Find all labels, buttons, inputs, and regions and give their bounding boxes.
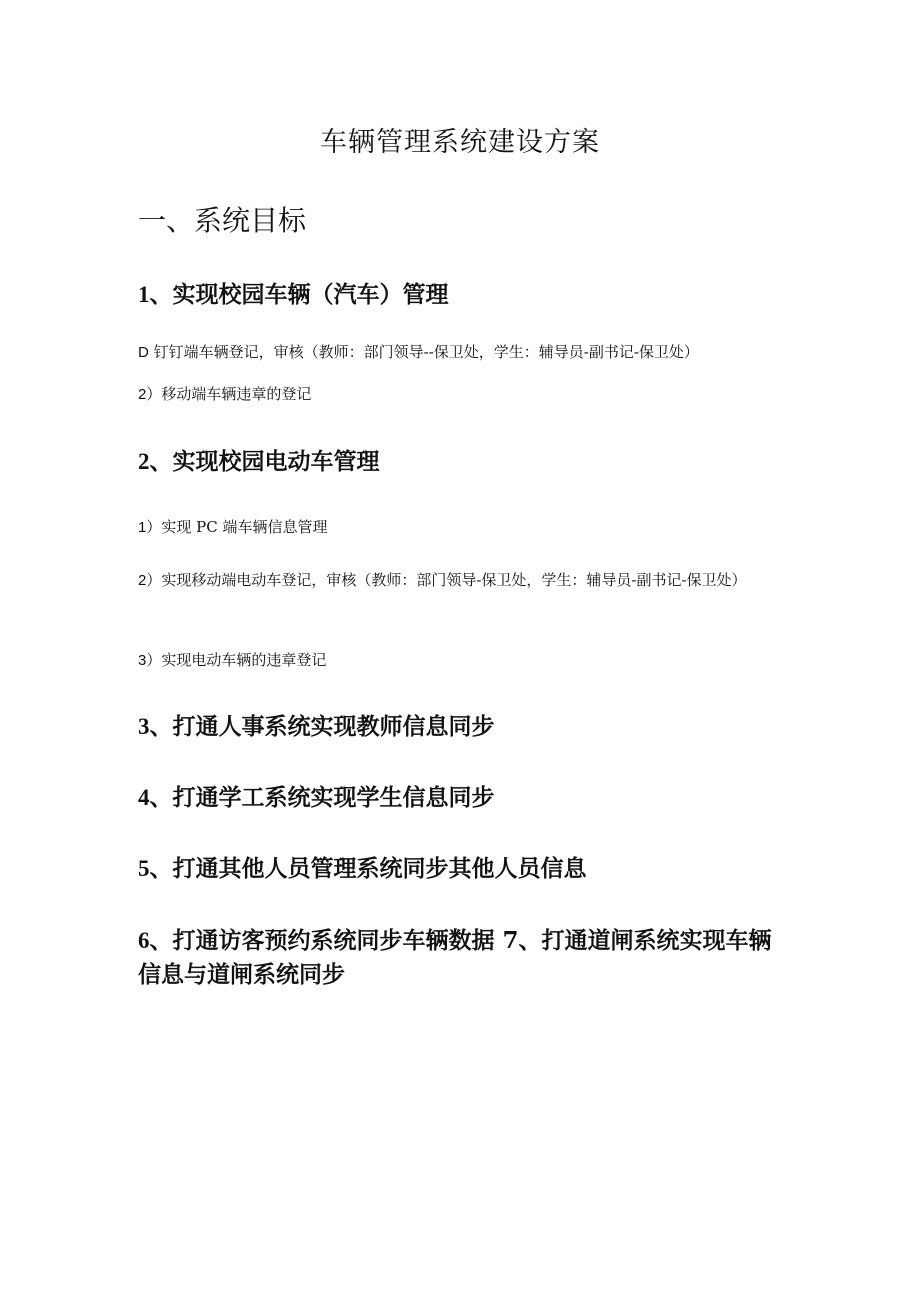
goal-heading-text: 、实现校园电动车管理 [149,448,380,475]
goal-heading-2 [138,445,798,479]
line-text: ）实现 PC 端车辆信息管理 [146,518,328,536]
goal-number: 1 [138,282,150,307]
goal-heading-6 [138,924,778,992]
section-heading-goals: 一、系统目标 [138,204,307,237]
goal-heading-text: 、打通人事系统实现教师信息同步 [149,713,495,740]
line-text: 钉钉端车辆登记，审核（教师：部门领导--保卫处，学生：辅导员-副书记-保卫处） [153,343,699,361]
goal-number: 6 [138,928,150,953]
line-number: D [138,344,149,361]
goal-number: 3 [138,714,150,739]
line-number: 1 [138,519,147,536]
goal-2-line-2 [138,562,798,599]
line-text: ）移动端车辆违章的登记 [146,385,312,403]
goal-1-line-2 [138,376,798,413]
line-number: 3 [138,652,147,669]
goal-heading-text: 、打通访客预约系统同步车辆数据 7、打通道闸系统实现车辆信息与道闸系统同步 [138,927,772,988]
goal-number: 2 [138,449,150,474]
goal-2-line-1 [138,509,798,546]
document-title: 车辆管理系统建设方案 [320,127,600,158]
goal-heading-1 [138,278,798,312]
line-text: ）实现移动端电动车登记，审核（教师：部门领导-保卫处，学生：辅导员-副书记-保卫处） [146,571,747,589]
goal-number: 5 [138,856,150,881]
goal-heading-text: 、打通学工系统实现学生信息同步 [149,784,495,811]
line-text: ）实现电动车辆的违章登记 [146,651,327,669]
line-number: 2 [138,572,147,589]
goal-heading-3 [138,710,798,744]
goal-number: 4 [138,785,150,810]
goal-heading-5 [138,852,798,886]
goal-heading-text: 、打通其他人员管理系统同步其他人员信息 [149,855,587,882]
goal-heading-text: 、实现校园车辆（汽车）管理 [149,281,449,308]
goal-heading-4 [138,781,798,815]
line-number: 2 [138,386,147,403]
goal-2-line-3 [138,642,798,679]
goal-1-line-1 [138,334,798,371]
